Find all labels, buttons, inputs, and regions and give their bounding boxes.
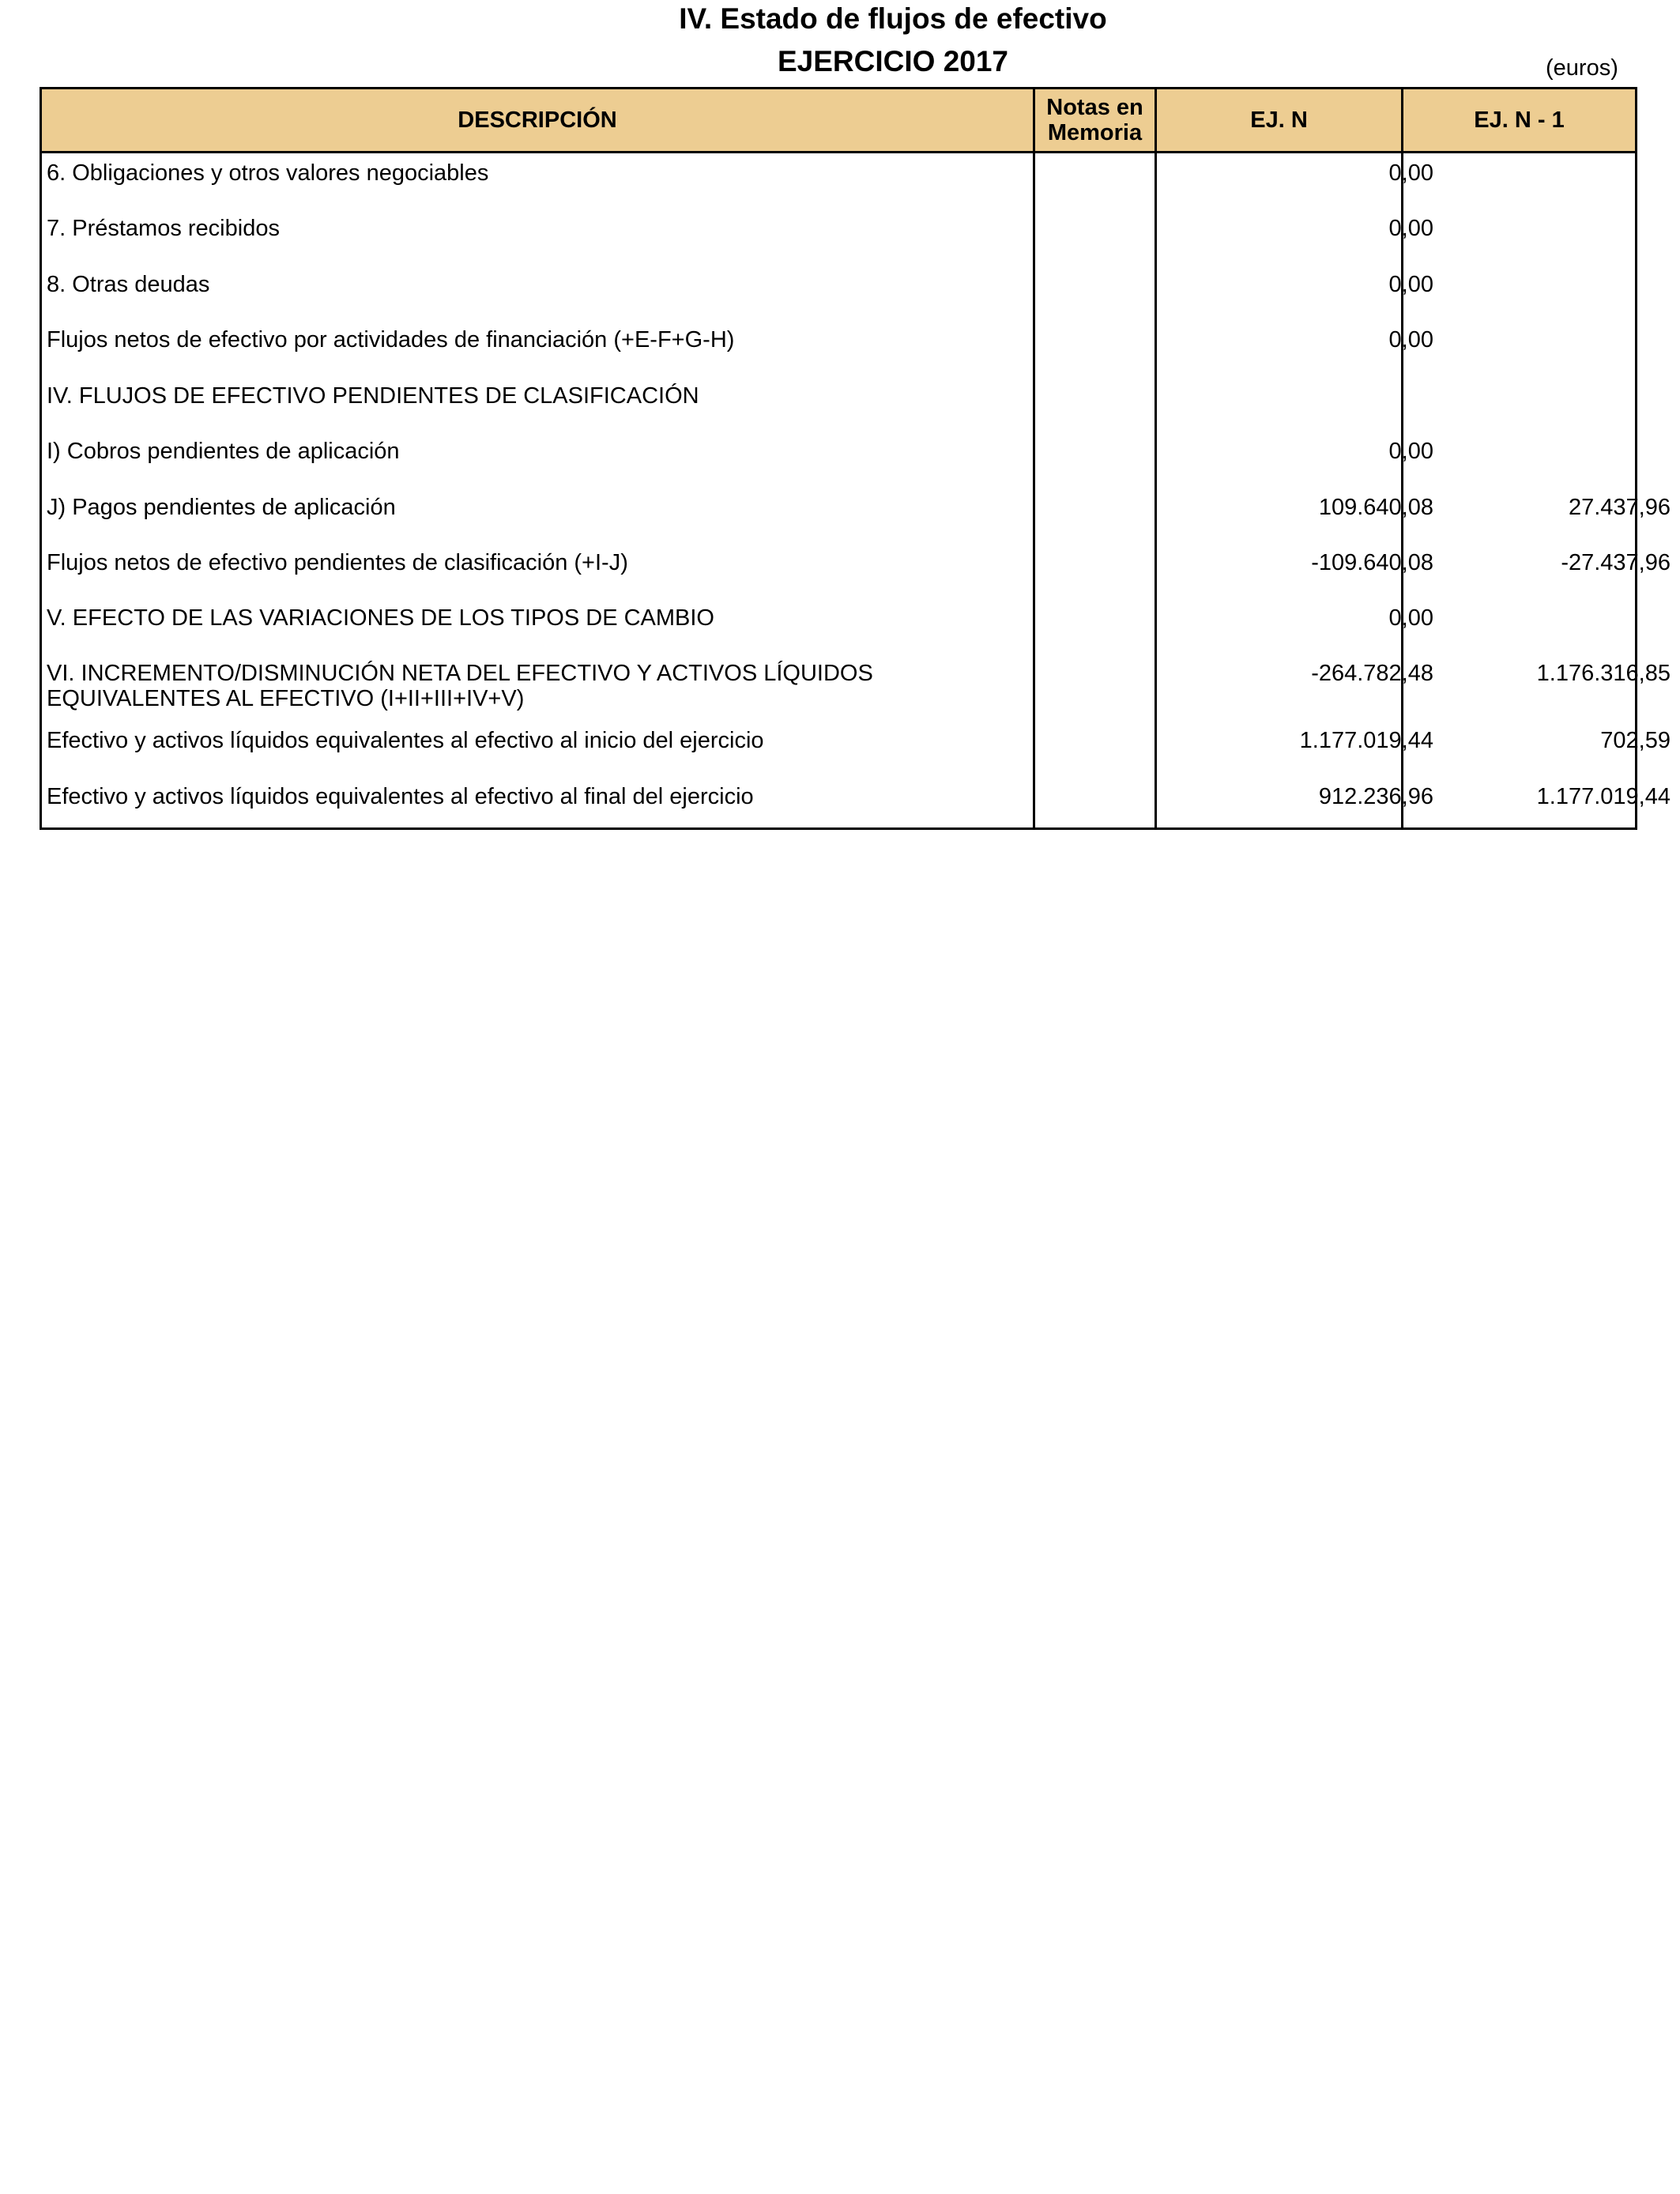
row-value-n: 0,00: [1388, 605, 1433, 631]
row-description: Efectivo y activos líquidos equivalentes al efectivo al inicio del ejercicio: [47, 728, 764, 753]
header-notes-line1: Notas en: [1046, 95, 1143, 120]
row-value-n1: 1.176.316,85: [1536, 661, 1671, 686]
row-description-line2: EQUIVALENTES AL EFECTIVO (I+II+III+IV+V): [47, 686, 525, 711]
row-value-n: 0,00: [1388, 216, 1433, 241]
header-description: DESCRIPCIÓN: [458, 107, 617, 133]
row-description: J) Pagos pendientes de aplicación: [47, 495, 396, 520]
row-value-n: 0,00: [1388, 439, 1433, 464]
row-description: 8. Otras deudas: [47, 272, 210, 297]
row-description: Flujos netos de efectivo por actividades de financiación (+E-F+G-H): [47, 327, 735, 352]
row-description: Flujos netos de efectivo pendientes de clasificación (+I-J): [47, 550, 628, 575]
row-description: V. EFECTO DE LAS VARIACIONES DE LOS TIPOS DE CAMBIO: [47, 605, 714, 631]
row-value-n1: 702,59: [1600, 728, 1671, 753]
row-value-n1: 27.437,96: [1568, 495, 1671, 520]
row-value-n: 0,00: [1388, 327, 1433, 352]
header-year-n: EJ. N: [1250, 107, 1308, 133]
row-value-n: 0,00: [1388, 160, 1433, 186]
row-description: I) Cobros pendientes de aplicación: [47, 439, 400, 464]
row-value-n1: 1.177.019,44: [1536, 784, 1671, 809]
row-description-line1: VI. INCREMENTO/DISMINUCIÓN NETA DEL EFECTIVO Y ACTIVOS LÍQUIDOS: [47, 661, 873, 686]
row-value-n: 109.640,08: [1318, 495, 1433, 520]
row-value-n: -264.782,48: [1311, 661, 1433, 686]
document-subtitle: EJERCICIO 2017: [777, 45, 1009, 77]
row-value-n: 1.177.019,44: [1299, 728, 1433, 753]
row-value-n1: -27.437,96: [1561, 550, 1671, 575]
row-description: [47, 661, 1026, 711]
header-notes-line2: Memoria: [1047, 120, 1143, 145]
cash-flow-table: [40, 87, 1671, 830]
row-description: 7. Préstamos recibidos: [47, 216, 280, 241]
row-description: 6. Obligaciones y otros valores negociables: [47, 160, 489, 186]
row-description: IV. FLUJOS DE EFECTIVO PENDIENTES DE CLASIFICACIÓN: [47, 383, 699, 409]
units-label: (euros): [1546, 55, 1618, 81]
document-title: IV. Estado de flujos de efectivo: [679, 2, 1107, 35]
row-value-n: 0,00: [1388, 272, 1433, 297]
row-value-n: 912.236,96: [1318, 784, 1433, 809]
header-year-n1: EJ. N - 1: [1474, 107, 1565, 133]
row-description: Efectivo y activos líquidos equivalentes al efectivo al final del ejercicio: [47, 784, 754, 809]
column-divider: [1033, 89, 1035, 827]
table-header: [42, 89, 1635, 153]
row-value-n: -109.640,08: [1311, 550, 1433, 575]
header-notes: [1035, 89, 1155, 151]
